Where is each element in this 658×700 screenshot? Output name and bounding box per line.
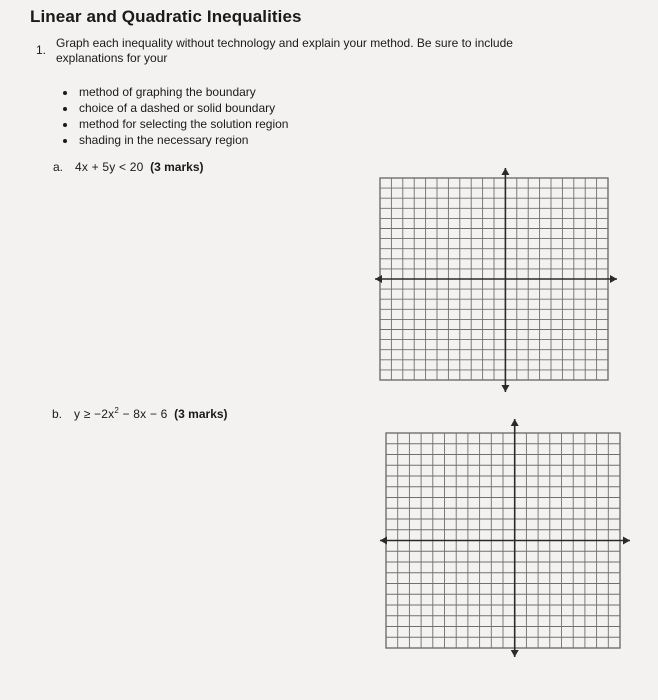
coordinate-grid-b[interactable] [372, 415, 634, 660]
part-b-prompt [52, 406, 228, 421]
part-a-label: a. [53, 160, 64, 174]
question-text: Graph each inequality without technology and explain your method. Be sure to include explanations for your [56, 36, 513, 65]
requirement-item: • method for selecting the solution region [77, 116, 288, 132]
part-b-inequality-rest: − 8x − 6 [119, 407, 168, 421]
requirement-item: • choice of a dashed or solid boundary [77, 100, 288, 116]
part-b-exponent: 2 [114, 406, 119, 415]
y-axis-arrow-up [501, 168, 509, 175]
part-b-label: b. [52, 407, 63, 421]
part-b-inequality-lhs: y ≥ −2x [74, 407, 115, 421]
y-axis-arrow-down [511, 650, 519, 657]
page-title: Linear and Quadratic Inequalities [30, 7, 302, 26]
requirement-item: • shading in the necessary region [77, 132, 288, 148]
x-axis-arrow-left [380, 537, 387, 545]
x-axis-arrow-left [375, 275, 382, 283]
question-number: 1. [36, 43, 47, 57]
x-axis-arrow-right [610, 275, 617, 283]
requirement-item: • method of graphing the boundary [77, 84, 288, 100]
y-axis-arrow-up [511, 419, 519, 426]
y-axis-arrow-down [501, 385, 509, 392]
part-a-marks: (3 marks) [150, 160, 204, 174]
part-b-inequality [74, 407, 168, 421]
part-a-inequality: 4x + 5y < 20 [75, 160, 144, 174]
part-a-prompt [53, 160, 204, 174]
coordinate-grid-a[interactable] [370, 165, 620, 395]
part-b-marks: (3 marks) [174, 407, 228, 421]
requirement-list [60, 84, 288, 148]
x-axis-arrow-right [623, 537, 630, 545]
